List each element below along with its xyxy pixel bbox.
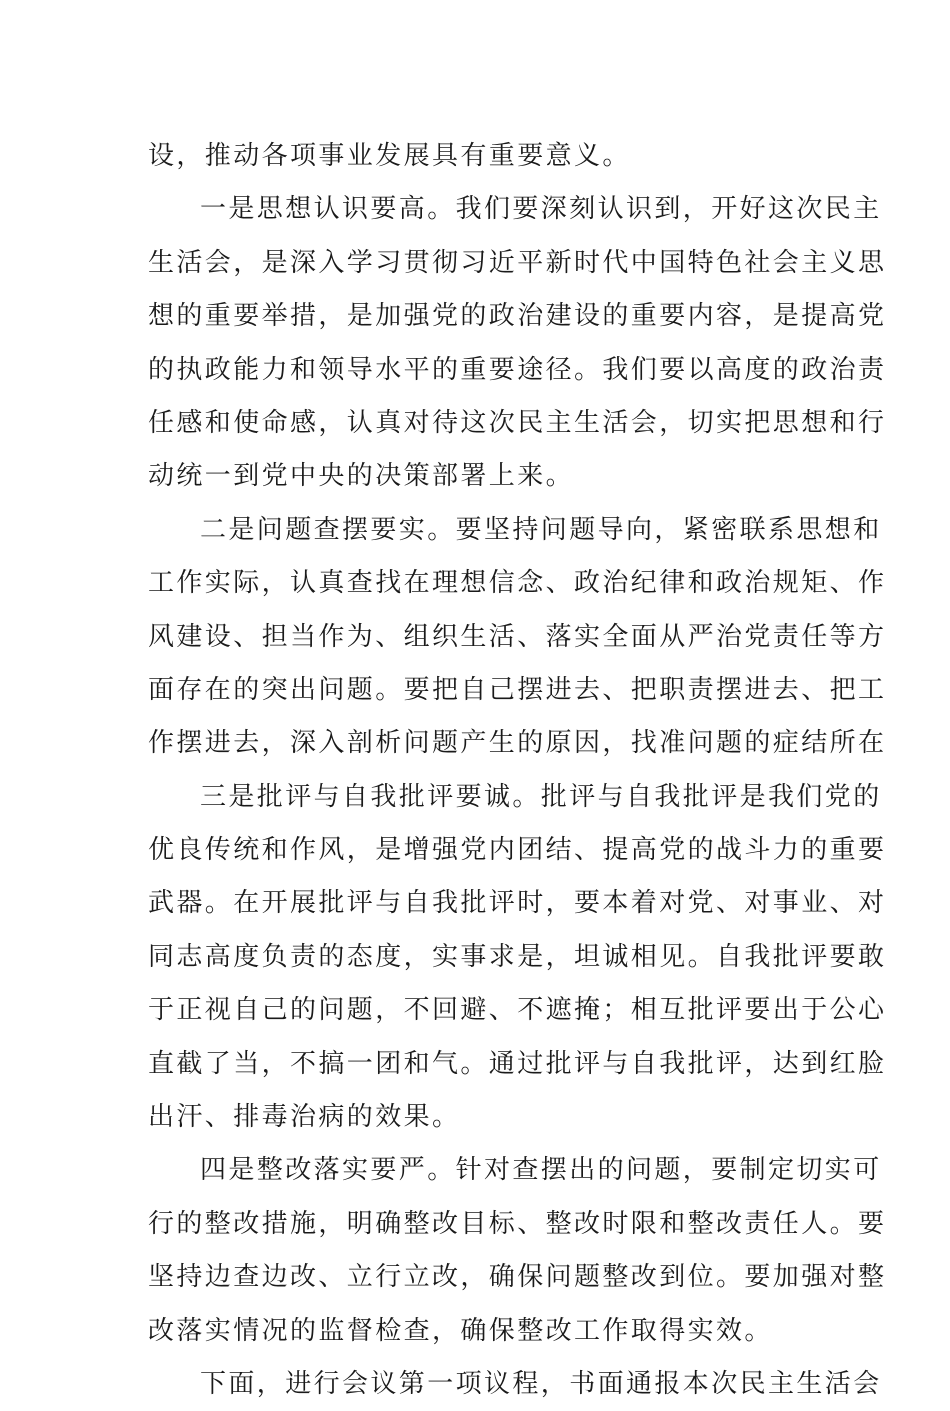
paragraph-1-heading-line: 一是思想认识要高。我们要深刻认识到，开好这次民主 (200, 194, 882, 225)
paragraph-2-heading-line: 二是问题查摆要实。要坚持问题导向，紧密联系思想和 (200, 514, 882, 545)
paragraph-3-heading-line: 三是批评与自我批评要诚。批评与自我批评是我们党的 (200, 781, 882, 812)
text-line: 出汗、排毒治病的效果。 (148, 1102, 461, 1133)
text-line: 于正视自己的问题，不回避、不遮掩；相互批评要出于公心 (148, 995, 887, 1026)
text-line: 设，推动各项事业发展具有重要意义。 (148, 141, 631, 171)
text-line: 想的重要举措，是加强党的政治建设的重要内容，是提高党 (148, 301, 887, 332)
text-line: 同志高度负责的态度，实事求是，坦诚相见。自我批评要敢 (148, 941, 887, 972)
text-line: 面存在的突出问题。要把自己摆进去、把职责摆进去、把工 (148, 674, 887, 705)
text-line: 优良传统和作风，是增强党内团结、提高党的战斗力的重要 (148, 835, 887, 866)
text-line: 直截了当，不搞一团和气。通过批评与自我批评，达到红脸 (148, 1048, 887, 1079)
text-line: 任感和使命感，认真对待这次民主生活会，切实把思想和行 (148, 407, 887, 438)
text-line: 坚持边查边改、立行立改，确保问题整改到位。要加强对整 (148, 1262, 887, 1293)
text-line: 作摆进去，深入剖析问题产生的原因，找准问题的症结所在 (148, 728, 887, 759)
text-line: 武器。在开展批评与自我批评时，要本着对党、对事业、对 (148, 888, 887, 919)
text-line: 行的整改措施，明确整改目标、整改时限和整改责任人。要 (148, 1208, 887, 1239)
document-body (148, 130, 887, 1411)
text-line: 改落实情况的监督检查，确保整改工作取得实效。 (148, 1315, 773, 1346)
text-line: 动统一到党中央的决策部署上来。 (148, 461, 575, 492)
paragraph-4-heading-line: 四是整改落实要严。针对查摆出的问题，要制定切实可 (200, 1155, 882, 1186)
text-line: 工作实际，认真查找在理想信念、政治纪律和政治规矩、作 (148, 568, 887, 599)
text-line: 风建设、担当作为、组织生活、落实全面从严治党责任等方 (148, 621, 887, 652)
paragraph-5-line: 下面，进行会议第一项议程，书面通报本次民主生活会 (200, 1368, 882, 1399)
text-line: 的执政能力和领导水平的重要途径。我们要以高度的政治责 (148, 354, 887, 385)
text-line: 生活会，是深入学习贯彻习近平新时代中国特色社会主义思 (148, 247, 887, 278)
